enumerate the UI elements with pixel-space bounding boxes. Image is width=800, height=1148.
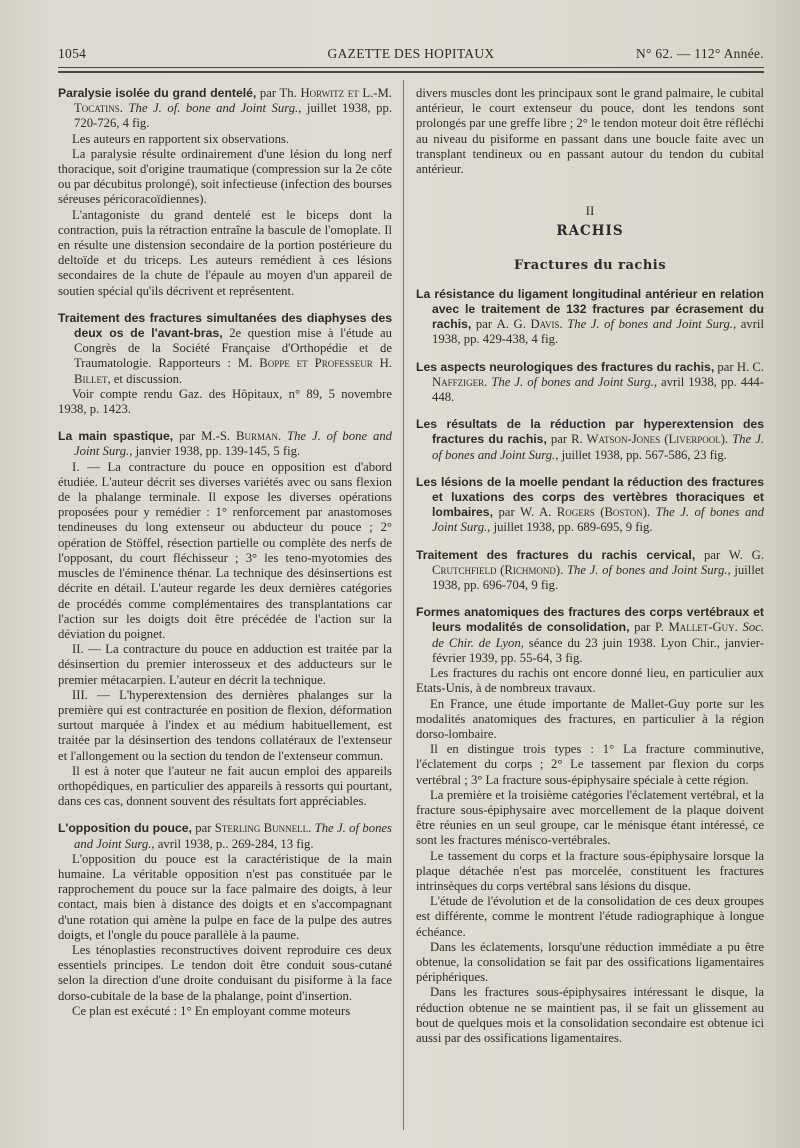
article-title: Traitement des fractures du rachis cervical,: [416, 547, 696, 562]
article-heading: [58, 86, 392, 132]
article: [58, 429, 392, 809]
article-source: The J. of bones and Joint Surg.,: [487, 374, 658, 389]
journal-title: GAZETTE DES HOPITAUX: [327, 46, 495, 61]
column-divider: [403, 80, 404, 1130]
article-reference: janvier 1938, pp. 139-145, 5 fig.: [132, 444, 301, 459]
article-paragraph: La paralysie résulte ordinairement d'une lésion du long nerf thoracique, soit d'origine traumatique (compression sur la 2e côte ou par décubitus prolongé), soit infectieuse (infection des bourses séreuses péricoracoïdiennes).: [58, 146, 392, 207]
article-byline: par Th.: [256, 86, 301, 100]
page-number: 1054: [58, 46, 87, 61]
right-articles: [416, 287, 764, 1046]
article-title: Les résultats de la réduction par hyperextension des fractures du rachis,: [416, 417, 764, 447]
article-title: Les lésions de la moelle pendant la réduction des fractures et luxations des corps des vertèbres thoraciques et lombaires,: [416, 474, 764, 520]
header-rule-thin: [58, 67, 764, 68]
article-paragraph: La première et la troisième catégories l'éclatement vertébral, et la fracture sous-épiphysaire avec morcellement de la plaque doivent être réunies en un seul groupe, car le ménisque étant intéressé, ce sont les fractures ménisco-vertébrales.: [416, 787, 764, 848]
article-paragraph: En France, une étude importante de Mallet-Guy porte sur les modalités anatomiques des fractures, en particulier à la région dorso-lombaire.: [416, 696, 764, 741]
article-author: W. A. Rogers (Boston).: [520, 505, 651, 520]
article-byline: par: [714, 359, 737, 374]
article-author: R. Watson-Jones (Liverpool).: [571, 432, 729, 447]
subsection-title: Fractures du rachis: [513, 257, 667, 273]
article: [416, 605, 764, 1046]
article-author: Horwitz et L.-M. Tocatins.: [74, 86, 392, 116]
article-byline: 2e question mise à l'étude au Congrès de la Société Française d'Orthopédie et de Traumatologie. Rapporteurs : M.: [74, 326, 393, 371]
article-paragraph: L'étude de l'évolution et de la consolidation de ces deux groupes est différente, comme le montrent l'étude radiographique à longue échéance.: [416, 894, 764, 939]
article-heading: [58, 429, 392, 459]
article-author: Burman.: [235, 429, 282, 444]
article-reference: juillet 1938, pp. 567-586, 23 fig.: [558, 447, 727, 462]
article: [58, 86, 392, 299]
article-paragraph: Ce plan est exécuté : 1° En employant comme moteurs: [72, 1003, 351, 1018]
article-heading: [416, 548, 764, 594]
article: [416, 548, 764, 594]
article-paragraph: Dans les éclatements, lorsqu'une réduction immédiate a pu être obtenue, la consolidation se fait par des ossifications ligamentaires périphériques.: [416, 939, 764, 985]
right-column: [416, 86, 764, 1058]
article-paragraph: Les auteurs en rapportent six observations.: [72, 131, 290, 146]
article-title: Formes anatomiques des fractures des corps vertébraux et leurs modalités de consolidation,: [416, 605, 764, 635]
article-heading: [416, 417, 764, 463]
article-source: The J. of bones and Joint Surg.,: [562, 317, 737, 332]
article-title: Paralysie isolée du grand dentelé,: [58, 86, 257, 100]
article-heading: [416, 605, 764, 666]
article-heading: [58, 821, 392, 851]
article-title: La main spastique,: [58, 429, 174, 444]
article-paragraph: I. — La contracture du pouce en opposition est d'abord étudiée. L'auteur décrit ses diverses variétés avec ou sans flexion de la phalange terminale. Il expose les diverses opérations proposées pour y remédier : 1° renforcement par anastomoses tendineuses du long extenseur ou abducteur du pouce ; 2° opération de Stöffel, résection partielle ou complète des nerfs de l'opposant, du court fléchisseur ; 3° les teno-myotomies des muscles de l'éminence thénar. La technique des désinsertions est décrite en détail. L'auteur regarde les deux dernières catégories de procédés comme complémentaires des transplantations car l'action sur les doigts doit être précédée de l'action sur la déviation du poignet.: [58, 459, 392, 641]
article: [416, 417, 764, 463]
article-paragraph: Voir compte rendu Gaz. des Hôpitaux, n° 89, 5 novembre 1938, p. 1423.: [58, 386, 392, 417]
article-byline: par: [471, 317, 497, 332]
article-reference: avril 1938, pp. 444-448.: [432, 374, 764, 405]
article-source: Soc. de Chir. de Lyon,: [432, 620, 764, 650]
continuation-text: divers muscles dont les principaux sont le grand palmaire, le cubital antérieur, le court extenseur du pouce, dont les tendons sont prolongés par une greffe libre ; 2° le tendon moteur doit être réfléchi au niveau du pisiforme en passant dans une boucle faite avec un transplant tendineux ou en passant autour du tendon du cubital antérieur.: [416, 86, 764, 177]
article-reference: juillet 1938, pp. 720-726, 4 fig.: [74, 101, 392, 131]
article-reference: avril 1938, p.. 269-284, 13 fig.: [154, 836, 314, 851]
section-title: RACHIS: [556, 223, 624, 240]
article-reference: juillet 1938, pp. 696-704, 9 fig.: [432, 562, 765, 593]
article-title: La résistance du ligament longitudinal antérieur en relation avec le traitement de 132 fractures par écrasement du rachis,: [416, 286, 764, 332]
article: [416, 475, 764, 536]
article-paragraph: Le tassement du corps et la fracture sous-épiphysaire lorsque la plaque détachée n'est pas morcelée, constituent les fractures intrinsèques du corps vertébral sans lésions du disque.: [416, 848, 764, 893]
header-rule-thick: [58, 71, 764, 73]
article-byline: par M.-S.: [173, 429, 236, 444]
article-byline: par: [492, 505, 521, 520]
article-source: The J. of bones and Joint Surg.,: [432, 505, 764, 535]
article-heading: [416, 360, 764, 406]
article-author: W. G. Crutchfield (Richmond).: [432, 547, 764, 577]
article-author: Sterling Bunnell.: [214, 821, 312, 836]
article-source: The J. of bones and Joint Surg.,: [74, 821, 392, 851]
article: [416, 360, 764, 406]
article-byline: par: [191, 821, 215, 836]
article-paragraph: II. — La contracture du pouce en adduction est traitée par la désinsertion du premier interosseux et des adducteurs sur le premier métacarpien. L'auteur en décrit la technique.: [58, 642, 392, 687]
article-source: The J. of bones and Joint Surg.,: [432, 432, 764, 462]
issue-info: N° 62. — 112° Année.: [635, 46, 764, 61]
article-title: Les aspects neurologiques des fractures du rachis,: [416, 359, 715, 374]
article-paragraph: III. — L'hyperextension des dernières phalanges sur la première qui est contracturée en position de flexion, déformation surtout marquée à l'index et au médium habituellement, est traitée par la désinsertion des tendons collatéraux de l'extenseur et l'allongement ou la section du tendon de l'extenseur commun.: [58, 687, 392, 763]
article-title: L'opposition du pouce,: [58, 821, 192, 836]
article-paragraph: L'opposition du pouce est la caractéristique de la main humaine. La véritable opposition n'est pas constituée par le rapprochement du pouce sur la face palmaire des doigts, à leur contact, mais bien à distance des doigts et en s'accompagnant d'une rotation qui amène la pulpe en face de la pulpe des autres doigts, et l'ongle du pouce parallèle à la paume.: [58, 851, 392, 942]
article-paragraph: Il est à noter que l'auteur ne fait aucun emploi des appareils orthopédiques, en particulier des appareils à ressorts qui pourtant, dans ces cas, donnent souvent des résultats fort appréciables.: [58, 763, 392, 809]
article-byline: par: [695, 547, 729, 562]
article-author: A. G. Davis.: [496, 317, 563, 332]
article-reference: avril 1938, pp. 429-438, 4 fig.: [432, 317, 764, 347]
article-author: H. C. Naffziger.: [432, 359, 764, 389]
article-byline: par: [546, 432, 572, 447]
article-paragraph: Il en distingue trois types : 1° La fracture comminutive, l'éclatement du corps ; 2° Le tassement par flexion du corps vertébral ; 3° La fracture sous-épiphysaire spéciale à cette région.: [416, 742, 764, 787]
article-source: The J. of. bone and Joint Surg.,: [122, 101, 302, 116]
article-paragraph: Les fractures du rachis ont encore donné lieu, en particulier aux Etats-Unis, à de nombreux travaux.: [416, 666, 764, 696]
article-heading: [58, 311, 392, 387]
article-source: The J. of bone and Joint Surg.,: [74, 429, 393, 459]
article-paragraph: L'antagoniste du grand dentelé est le biceps dont la contraction, puis la rétraction entraîne la bascule de l'omoplate. Il en résulte une distension secondaire de la portion postérieure du deltoïde et du triceps. Les auteurs remédient à ces lésions secondaires de la chute de l'épaule au moyen d'un appareil de soutien spécial qu'ils décrivent et représentent.: [58, 207, 392, 298]
section-number: II: [585, 203, 595, 219]
article-author: Boppe et Professeur H. Billet,: [74, 356, 393, 386]
article-byline: par P.: [629, 620, 669, 635]
article-source: The J. of bones and Joint Surg.,: [563, 562, 731, 577]
article-paragraph: Dans les fractures sous-épiphysaires intéressant le disque, la réduction obtenue ne se maintient pas, il se fait un glissement au bout de quelques mois et la consolidation secondaire est obtenue ici aussi par des ossifications ligamentaires.: [416, 985, 764, 1045]
article-paragraph: Les ténoplasties reconstructives doivent reproduire ces deux essentiels principes. Le tendon doit être conduit sous-cutané selon la direction d'une droite conduisant du pisiforme à la face dorso-cubitale de la base de la phalange, point d'insertion.: [58, 942, 392, 1003]
article-author: Mallet-Guy.: [668, 620, 738, 635]
article-heading: [416, 287, 764, 348]
article: [416, 287, 764, 348]
article: [58, 821, 392, 1019]
page-header: [58, 46, 764, 68]
article-heading: [416, 475, 764, 536]
article-reference: séance du 23 juin 1938. Lyon Chir., janvier-février 1939, pp. 55-64, 3 fig.: [432, 635, 764, 665]
article-reference: juillet 1938, pp. 689-695, 9 fig.: [490, 520, 653, 535]
left-column: [58, 86, 392, 1031]
article-reference: et discussion.: [110, 371, 183, 386]
article-title: Traitement des fractures simultanées des diaphyses des deux os de l'avant-bras,: [58, 310, 392, 341]
article: [58, 311, 392, 417]
